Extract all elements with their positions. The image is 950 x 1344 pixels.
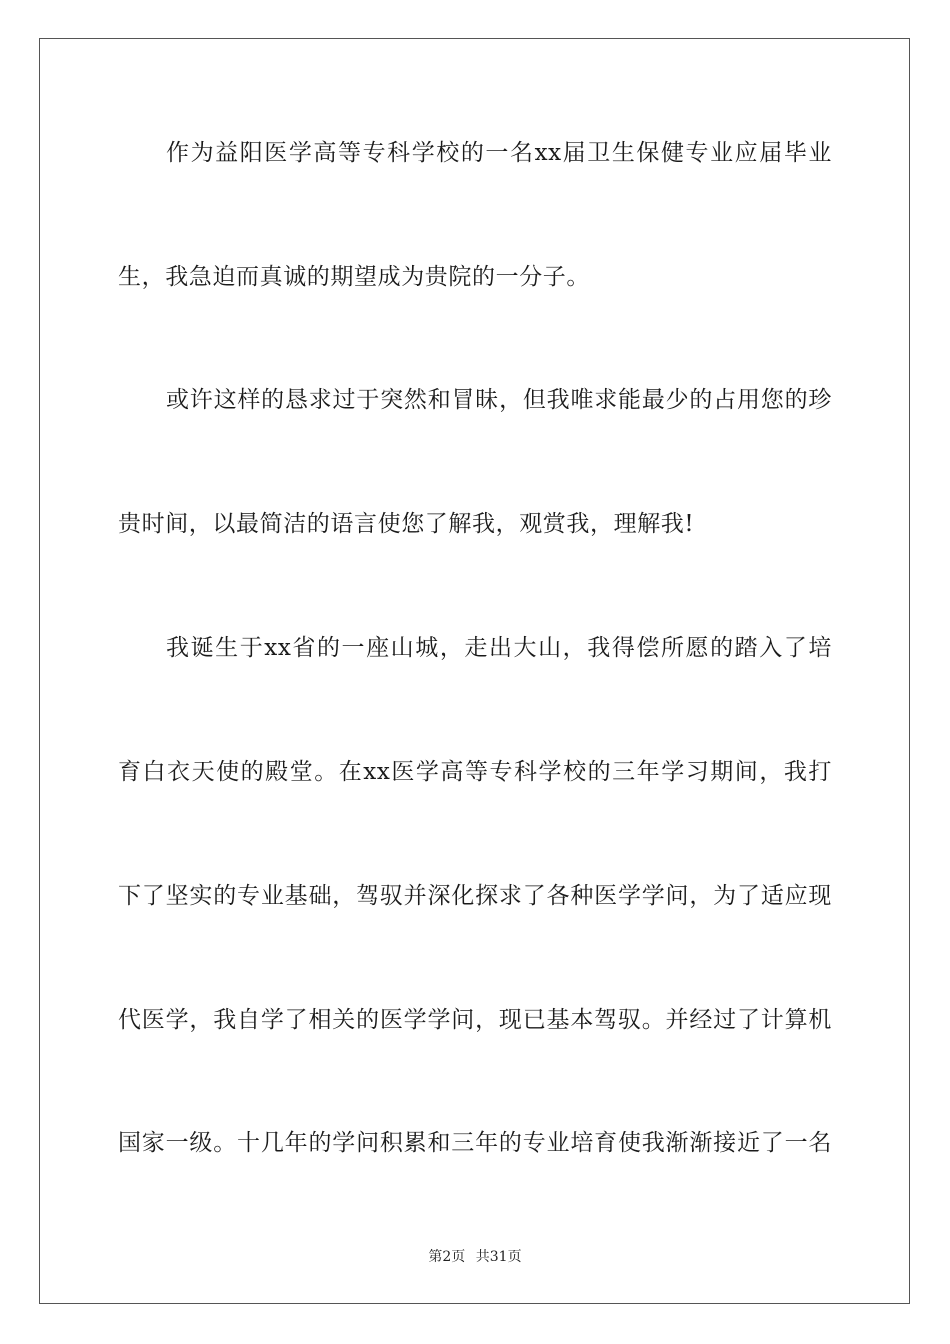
paragraph-3-line-1: 我诞生于xx省的一座山城，走出大山，我得偿所愿的踏入了培 [166,635,832,661]
page-border [39,38,910,1304]
paragraph-2-line-2: 贵时间，以最简洁的语言使您了解我，观赏我，理解我! [118,511,695,537]
paragraph-1-line-2: 生，我急迫而真诚的期望成为贵院的一分子。 [118,264,590,290]
paragraph-3-line-2: 育白衣天使的殿堂。在xx医学高等专科学校的三年学习期间，我打 [118,759,832,785]
page-number: 第2页 [428,1249,466,1265]
paragraph-3-line-3: 下了坚实的专业基础，驾驭并深化探求了各种医学学问，为了适应现 [118,883,832,909]
paragraph-2-line-1: 或许这样的恳求过于突然和冒昧，但我唯求能最少的占用您的珍 [166,387,832,413]
paragraph-3-line-4: 代医学，我自学了相关的医学学问，现已基本驾驭。并经过了计算机 [118,1007,832,1033]
paragraph-1-line-1: 作为益阳医学高等专科学校的一名xx届卫生保健专业应届毕业 [166,140,832,166]
page-total: 共31页 [475,1249,522,1265]
page-footer [0,1248,950,1266]
paragraph-3-line-5: 国家一级。十几年的学问积累和三年的专业培育使我渐渐接近了一名 [118,1130,832,1156]
